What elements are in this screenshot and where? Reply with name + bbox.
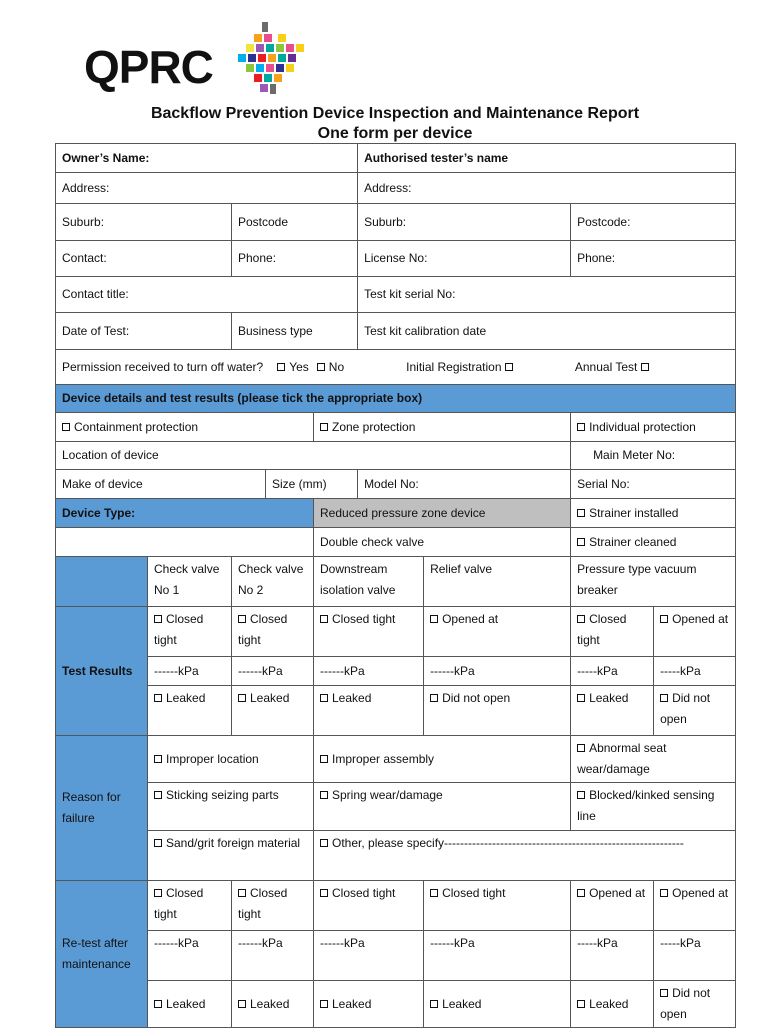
tr-check1-leaked[interactable]: Leaked [148,686,232,736]
rt-relief-closed[interactable]: Closed tight [424,881,571,931]
rt-check1-kpa[interactable]: ------kPa [148,931,232,981]
col-check2: Check valve No 2 [232,557,314,607]
tr-relief-kpa[interactable]: ------kPa [424,657,571,686]
tester-suburb-field[interactable]: Suburb: [358,204,571,241]
owner-address-field[interactable]: Address: [56,173,358,204]
logo-text: QPRC [84,41,213,93]
tr-pvb-leaked[interactable]: Leaked [571,686,654,736]
report-title: Backflow Prevention Device Inspection and Maintenance Report [150,105,640,122]
dcv-option[interactable]: Double check valve [314,528,571,557]
permission-no-checkbox[interactable]: No [317,357,344,378]
rt-relief-leaked[interactable]: Leaked [424,981,571,1028]
rt-pvb-kpa-2[interactable]: -----kPa [654,931,736,981]
tr-check2-kpa[interactable]: ------kPa [232,657,314,686]
device-section-header: Device details and test results (please tick the appropriate box) [56,385,736,413]
col-relief: Relief valve [424,557,571,607]
make-field[interactable]: Make of device [56,470,266,499]
model-field[interactable]: Model No: [358,470,571,499]
permission-question: Permission received to turn off water? [62,359,264,374]
main-meter-field[interactable]: Main Meter No: [571,442,736,470]
size-field[interactable]: Size (mm) [266,470,358,499]
improper-location-checkbox[interactable]: Improper location [148,736,314,783]
sticking-checkbox[interactable]: Sticking seizing parts [148,783,314,831]
rt-check2-kpa[interactable]: ------kPa [232,931,314,981]
tr-pvb-kpa-2[interactable]: -----kPa [654,657,736,686]
initial-registration-checkbox[interactable]: Initial Registration [406,357,517,378]
owner-name-field[interactable]: Owner’s Name: [56,144,358,173]
date-of-test-field[interactable]: Date of Test: [56,313,232,350]
device-type-label: Device Type: [56,499,314,528]
serial-field[interactable]: Serial No: [571,470,736,499]
tester-phone-field[interactable]: Phone: [571,241,736,277]
tester-postcode-field[interactable]: Postcode: [571,204,736,241]
tr-check2-closed[interactable]: Closed tight [232,607,314,657]
tr-check2-leaked[interactable]: Leaked [232,686,314,736]
blocked-checkbox[interactable]: Blocked/kinked sensing line [571,783,736,831]
kit-calibration-field[interactable]: Test kit calibration date [358,313,736,350]
spring-checkbox[interactable]: Spring wear/damage [314,783,571,831]
rt-downstream-kpa[interactable]: ------kPa [314,931,424,981]
reason-label: Reason for failure [56,736,148,881]
rt-check1-leaked[interactable]: Leaked [148,981,232,1028]
tr-relief-opened[interactable]: Opened at [424,607,571,657]
tr-pvb-opened[interactable]: Opened at [654,607,736,657]
sand-checkbox[interactable]: Sand/grit foreign material [148,831,314,881]
tr-downstream-closed[interactable]: Closed tight [314,607,424,657]
owner-postcode-field[interactable]: Postcode [232,204,358,241]
tr-pvb-did-not-open[interactable]: Did not open [654,686,736,736]
location-field[interactable]: Location of device [56,442,571,470]
rt-pvb-opened-2[interactable]: Opened at [654,881,736,931]
tr-downstream-leaked[interactable]: Leaked [314,686,424,736]
strainer-installed-checkbox[interactable]: Strainer installed [571,499,736,528]
results-side-top [56,557,148,607]
abnormal-seat-checkbox[interactable]: Abnormal seat wear/damage [571,736,736,783]
rpz-option[interactable]: Reduced pressure zone device [314,499,571,528]
rt-downstream-closed[interactable]: Closed tight [314,881,424,931]
tr-check1-kpa[interactable]: ------kPa [148,657,232,686]
blank-cell [56,528,314,557]
tr-relief-did-not-open[interactable]: Did not open [424,686,571,736]
owner-contact-field[interactable]: Contact: [56,241,232,277]
strainer-cleaned-checkbox[interactable]: Strainer cleaned [571,528,736,557]
report-subtitle: One form per device [317,125,473,142]
test-results-label: Test Results [56,607,148,736]
tr-pvb-kpa-1[interactable]: -----kPa [571,657,654,686]
tester-address-field[interactable]: Address: [358,173,736,204]
contact-title-field[interactable]: Contact title: [56,277,358,313]
col-check1: Check valve No 1 [148,557,232,607]
permission-row [56,350,736,385]
tester-license-field[interactable]: License No: [358,241,571,277]
tr-check1-closed[interactable]: Closed tight [148,607,232,657]
improper-assembly-checkbox[interactable]: Improper assembly [314,736,571,783]
retest-label: Re-test after maintenance [56,881,148,1028]
rt-check2-leaked[interactable]: Leaked [232,981,314,1028]
tr-downstream-kpa[interactable]: ------kPa [314,657,424,686]
col-downstream: Downstream isolation valve [314,557,424,607]
logo-mosaic-icon [232,22,322,102]
rt-check2-closed[interactable]: Closed tight [232,881,314,931]
rt-check1-closed[interactable]: Closed tight [148,881,232,931]
rt-pvb-kpa-1[interactable]: -----kPa [571,931,654,981]
permission-yes-checkbox[interactable]: Yes [277,357,309,378]
inspection-form [55,143,736,1028]
other-checkbox[interactable]: Other, please specify------------------------------------------------------------ [314,831,736,881]
containment-checkbox[interactable]: Containment protection [56,413,314,442]
col-pvb: Pressure type vacuum breaker [571,557,736,607]
qprc-logo [84,22,324,102]
kit-serial-field[interactable]: Test kit serial No: [358,277,736,313]
tr-pvb-closed[interactable]: Closed tight [571,607,654,657]
rt-pvb-leaked[interactable]: Leaked [571,981,654,1028]
rt-pvb-opened-1[interactable]: Opened at [571,881,654,931]
rt-pvb-did-not-open[interactable]: Did not open [654,981,736,1028]
rt-relief-kpa[interactable]: ------kPa [424,931,571,981]
business-type-field[interactable]: Business type [232,313,358,350]
annual-test-checkbox[interactable]: Annual Test [575,357,653,378]
owner-suburb-field[interactable]: Suburb: [56,204,232,241]
individual-checkbox[interactable]: Individual protection [571,413,736,442]
rt-downstream-leaked[interactable]: Leaked [314,981,424,1028]
zone-checkbox[interactable]: Zone protection [314,413,571,442]
tester-name-field[interactable]: Authorised tester’s name [358,144,736,173]
owner-phone-field[interactable]: Phone: [232,241,358,277]
